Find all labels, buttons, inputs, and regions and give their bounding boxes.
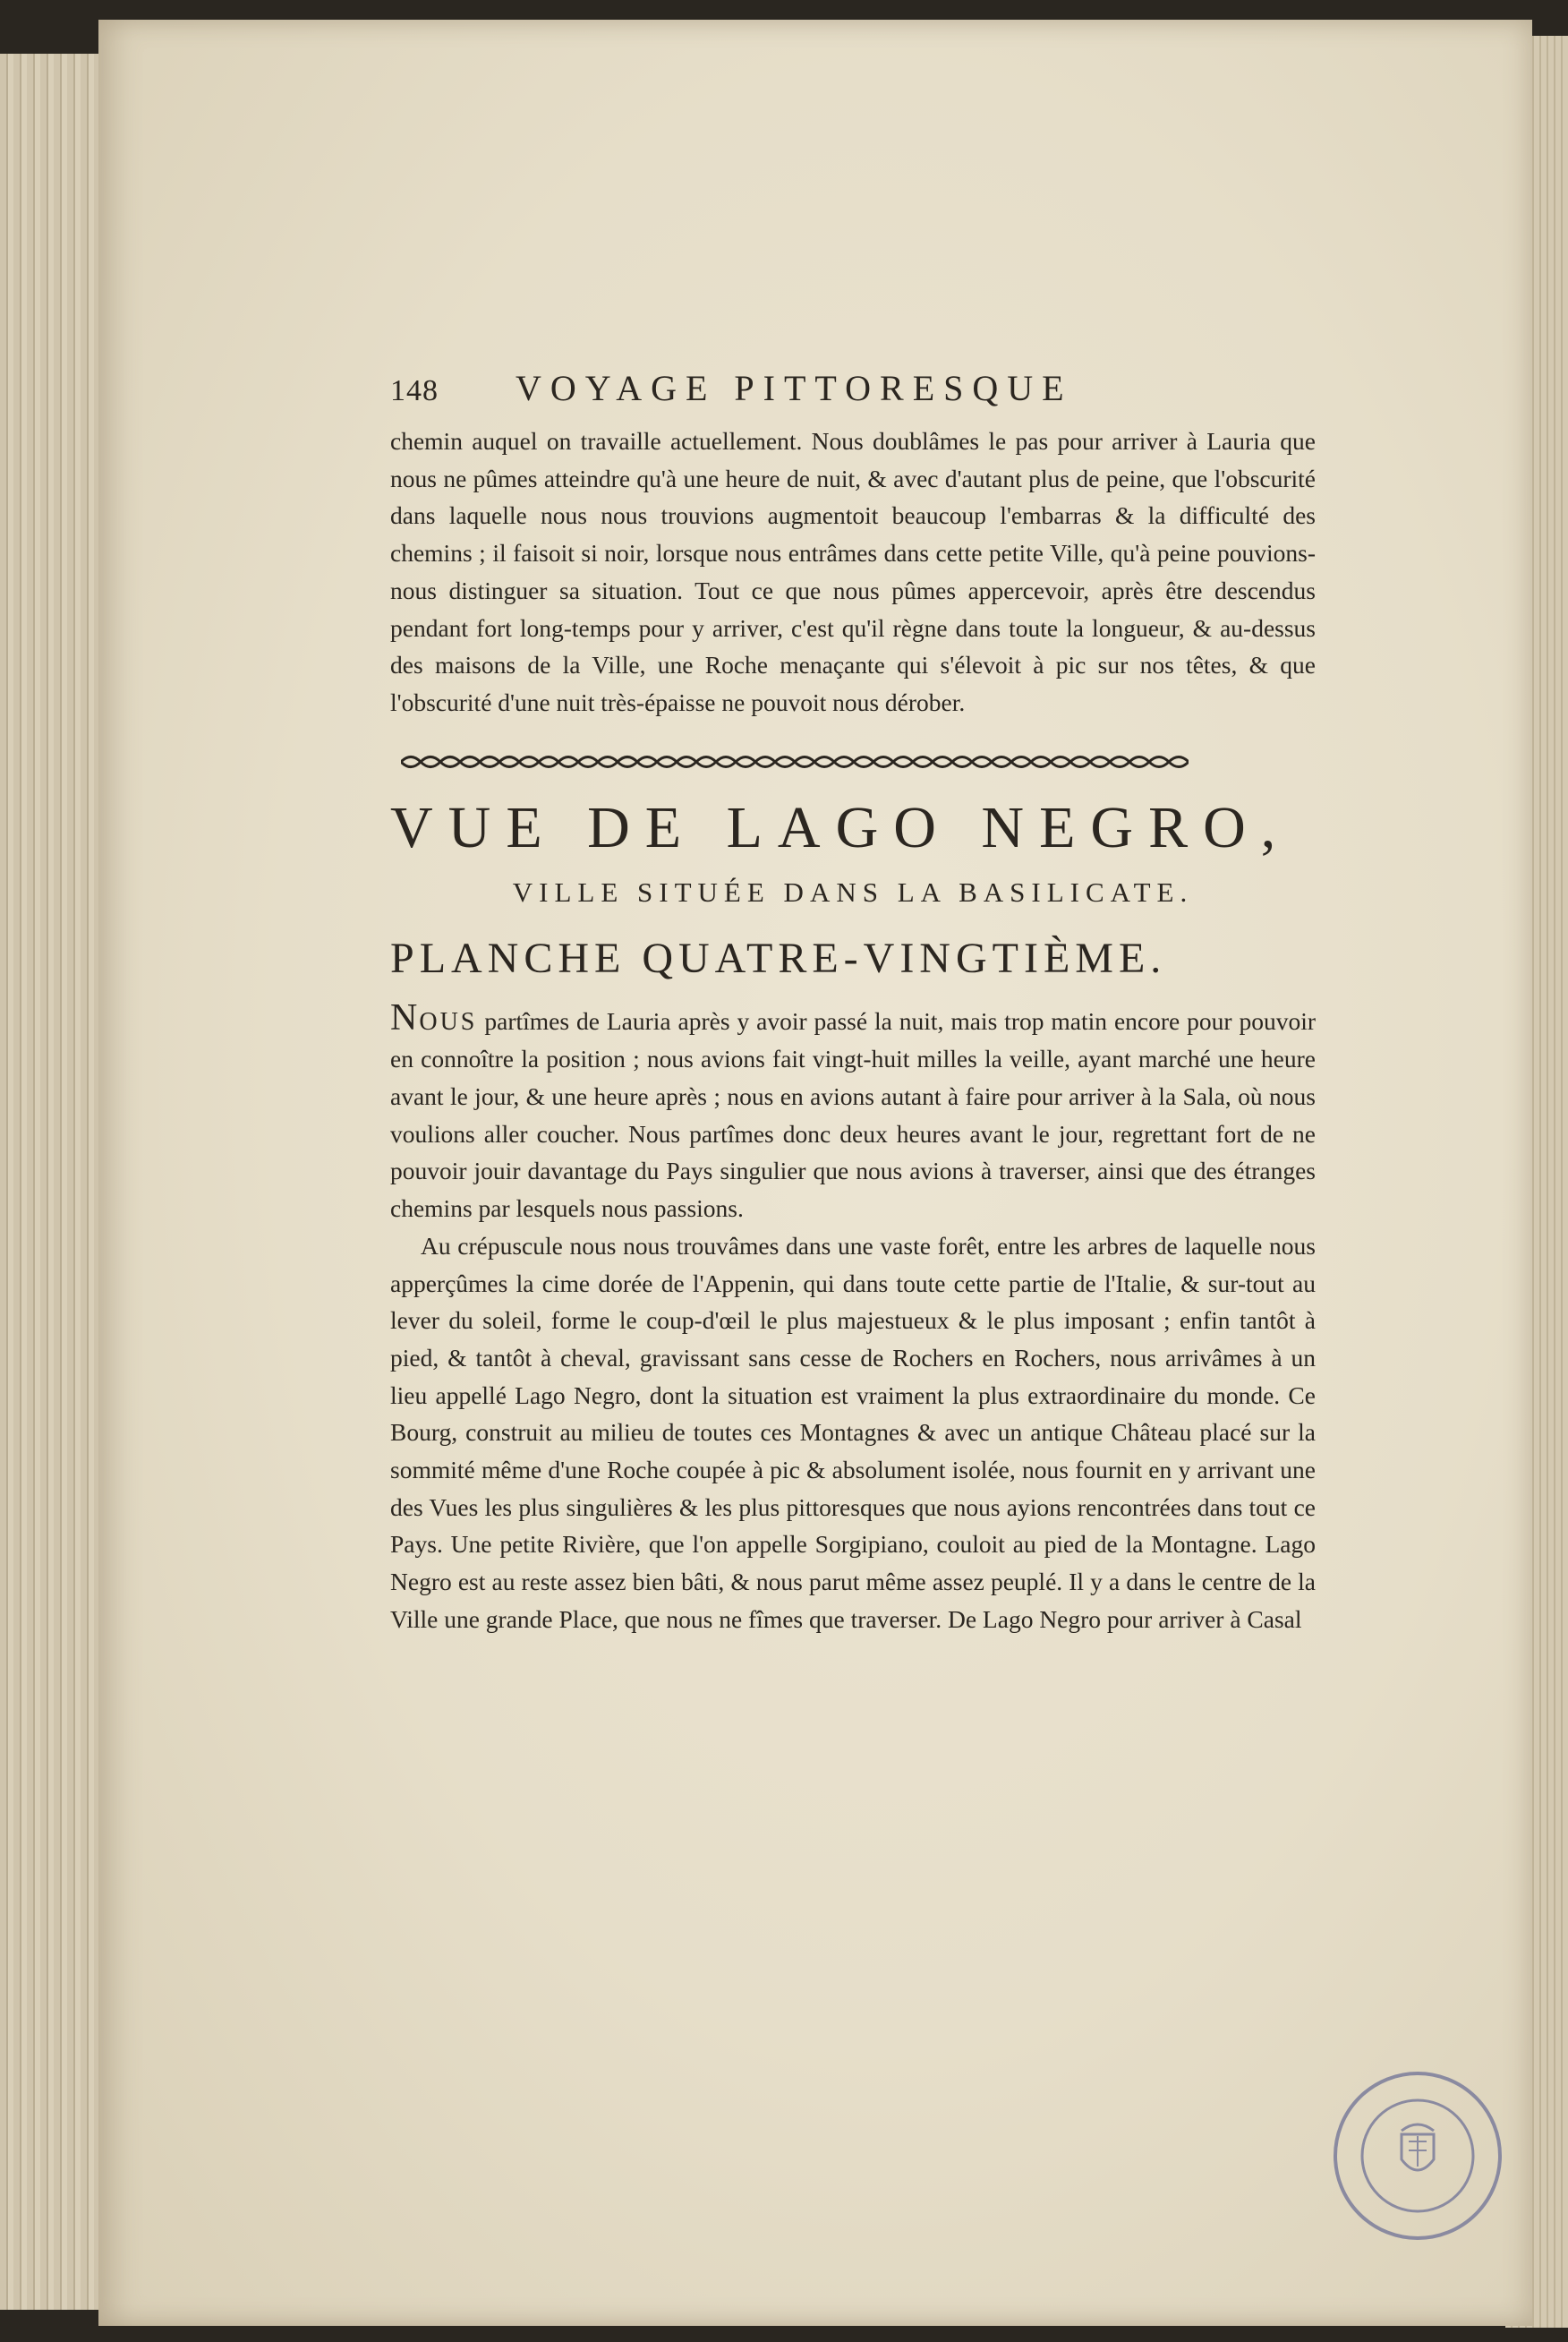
- ornamental-rule: [401, 752, 1189, 772]
- section-subtitle: VILLE SITUÉE DANS LA BASILICATE.: [512, 876, 1194, 908]
- plate-heading: PLANCHE QUATRE-VINGTIÈME.: [390, 934, 1167, 982]
- page-number: 148: [390, 374, 439, 407]
- continuation-line: beaucoup l'embarras & la difficulté des chemins ; il faisoit si noir, lorsque nous: [390, 501, 1316, 568]
- continuation-line: entrâmes dans cette petite Ville, qu'à peine pouvions-nous distinguer sa situation.: [390, 539, 1317, 604]
- continuation-line: Tout ce que nous pûmes appercevoir, après être descendus pendant fort long-temps: [390, 576, 1316, 642]
- continuation-line: chemin auquel on travaille actuellement. Nous doublâmes le pas pour arriver à: [390, 427, 1207, 455]
- opening-paragraph-text: partîmes de Lauria après y avoir passé la nuit, mais trop matin encore pour pouvoir en connoître la position ; nous avions fait vingt-huit milles la veille, ayant marché une heure avant le jour, & une heure après ; nous en avions autant à faire pour arriver à la Sala, où nous voulions aller coucher. Nous partîmes donc deux heures avant le jour, regrettant fort de ne pouvoir jouir davantage du Pays singulier que nous avions à traverser, ainsi que des étranges chemins par lesquels nous passions.: [390, 1006, 1316, 1223]
- library-stamp: [1328, 2066, 1507, 2245]
- continuation-paragraph: [390, 423, 1316, 722]
- running-title: VOYAGE PITTORESQUE: [516, 368, 1073, 408]
- continuation-line: Lauria que nous ne pûmes atteindre qu'à une heure de nuit, & avec d'autant: [390, 427, 1316, 492]
- continuation-line: plus de peine, que l'obscurité dans laquelle nous nous trouvions augmentoit: [390, 464, 1316, 530]
- second-paragraph: Au crépuscule nous nous trouvâmes dans une vaste forêt, entre les arbres de laquelle nous apperçûmes la cime dorée de l'Appenin, qui dans toute cette partie de l'Italie, & sur-tout au lever du soleil, forme le coup-d'œil le plus majestueux & le plus imposant ; enfin tantôt à pied, & tantôt à cheval, gravissant sans cesse de Rochers en Rochers, nous arrivâmes à un lieu appellé Lago Negro, dont la situation est vraiment la plus extraordinaire du monde. Ce Bourg, construit au milieu de toutes ces Montagnes & avec un antique Château placé sur la sommité même d'une Roche coupée à pic & absolument isolée, nous fournit en y arrivant une des Vues les plus singulières & les plus pittoresques que nous ayions rencontrées dans tout ce Pays. Une petite Rivière, que l'on appelle Sorgipiano, couloit au pied de la Montagne. Lago Negro est au reste assez bien bâti, & nous parut même assez peuplé. Il y a dans le centre de la Ville une grande Place, que nous ne fîmes que traverser. De Lago Negro pour arriver à Casal: [390, 1231, 1316, 1633]
- dropcap-letter: N: [390, 996, 420, 1039]
- section-title: VUE DE LAGO NEGRO,: [390, 794, 1291, 860]
- text-block: [390, 367, 1316, 1638]
- continuation-line: pour y arriver, c'est qu'il règne dans toute la longueur, & au-dessus des maisons: [390, 613, 1317, 680]
- opening-paragraph: [390, 996, 1316, 1227]
- running-head: [390, 367, 1316, 417]
- continuation-line: l'obscurité d'une nuit très-épaisse ne pouvoit nous dérober.: [390, 688, 966, 716]
- smallcaps-word: OUS: [419, 1007, 478, 1036]
- continuation-line: de la Ville, une Roche menaçante qui s'élevoit à pic sur nos têtes, & que: [527, 651, 1316, 680]
